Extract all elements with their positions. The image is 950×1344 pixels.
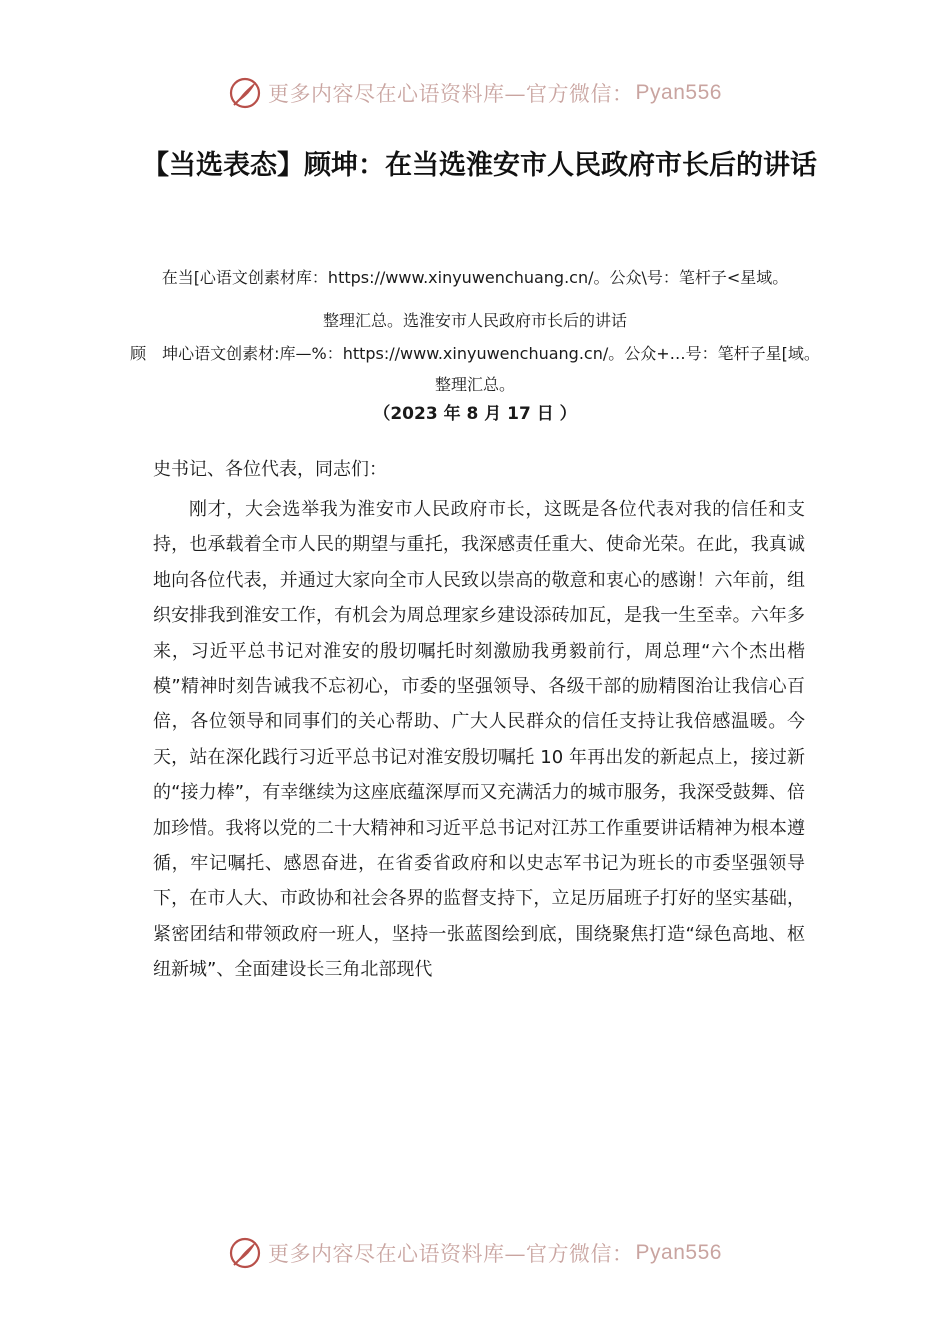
banner-text: 更多内容尽在心语资料库—官方微信： xyxy=(268,82,634,106)
footer-banner xyxy=(0,1233,950,1273)
wechat-id: Pyan556 xyxy=(635,1241,722,1264)
header-banner xyxy=(0,73,950,113)
wechat-id: Pyan556 xyxy=(635,81,722,104)
greeting: 史书记、各位代表，同志们： xyxy=(153,459,387,480)
document-title: 【当选表态】顾坤：在当选淮安市人民政府市长后的讲话 xyxy=(142,150,817,181)
meta-line-1: 在当[心语文创素材库：https://www.xinyuwenchuang.cn/。公众\号：笔杆子<星域。 xyxy=(161,268,789,287)
meta-line-2: 整理汇总。选淮安市人民政府市长后的讲话 xyxy=(322,311,627,330)
speech-paragraph: 刚才，大会选举我为淮安市人民政府市长，这既是各位代表对我的信任和支持，也承载着全市人民的期望与重托，我深感责任重大、使命光荣。在此，我真诚地向各位代表，并通过大家向全市人民致以崇高的敬意和衷心的感谢！六年前，组织安排我到淮安工作，有机会为周总理家乡建设添砖加瓦，是我一生至幸。六年多来，习近平总书记对淮安的殷切嘱托时刻激励我勇毅前行，周总理“六个杰出楷模”精神时刻告诫我不忘初心，市委的坚强领导、各级干部的励精图治让我信心百倍，各位领导和同事们的关心帮助、广大人民群众的信任支持让我倍感温暖。今天，站在深化践行习近平总书记对淮安殷切嘱托 10 年再出发的新起点上，接过新的“接力棒”，有幸继续为这座底蕴深厚而又充满活力的城市服务，我深受鼓舞、倍加珍惜。我将以党的二十大精神和习近平总书记对江苏工作重要讲话精神为根本遵循，牢记嘱托、感恩奋进，在省委省政府和以史志军书记为班长的市委坚强领导下，在市人大、市政协和社会各界的监督支持下，立足历届班子打好的坚实基础，紧密团结和带领政府一班人，坚持一张蓝图绘到底，围绕聚焦打造“绿色高地、枢纽新城”、全面建设长三角北部现代 xyxy=(153,499,805,981)
feather-pen-logo-icon xyxy=(228,76,262,110)
banner-text: 更多内容尽在心语资料库—官方微信： xyxy=(268,1242,634,1266)
speech-date: （2023 年 8 月 17 日 ） xyxy=(373,404,577,424)
meta-line-3: 顾 坤心语文创素材:库—%：https://www.xinyuwenchuang.cn/。公众+…号：笔杆子星[域。整理汇总。 xyxy=(130,344,820,394)
feather-pen-logo-icon xyxy=(228,1236,262,1270)
